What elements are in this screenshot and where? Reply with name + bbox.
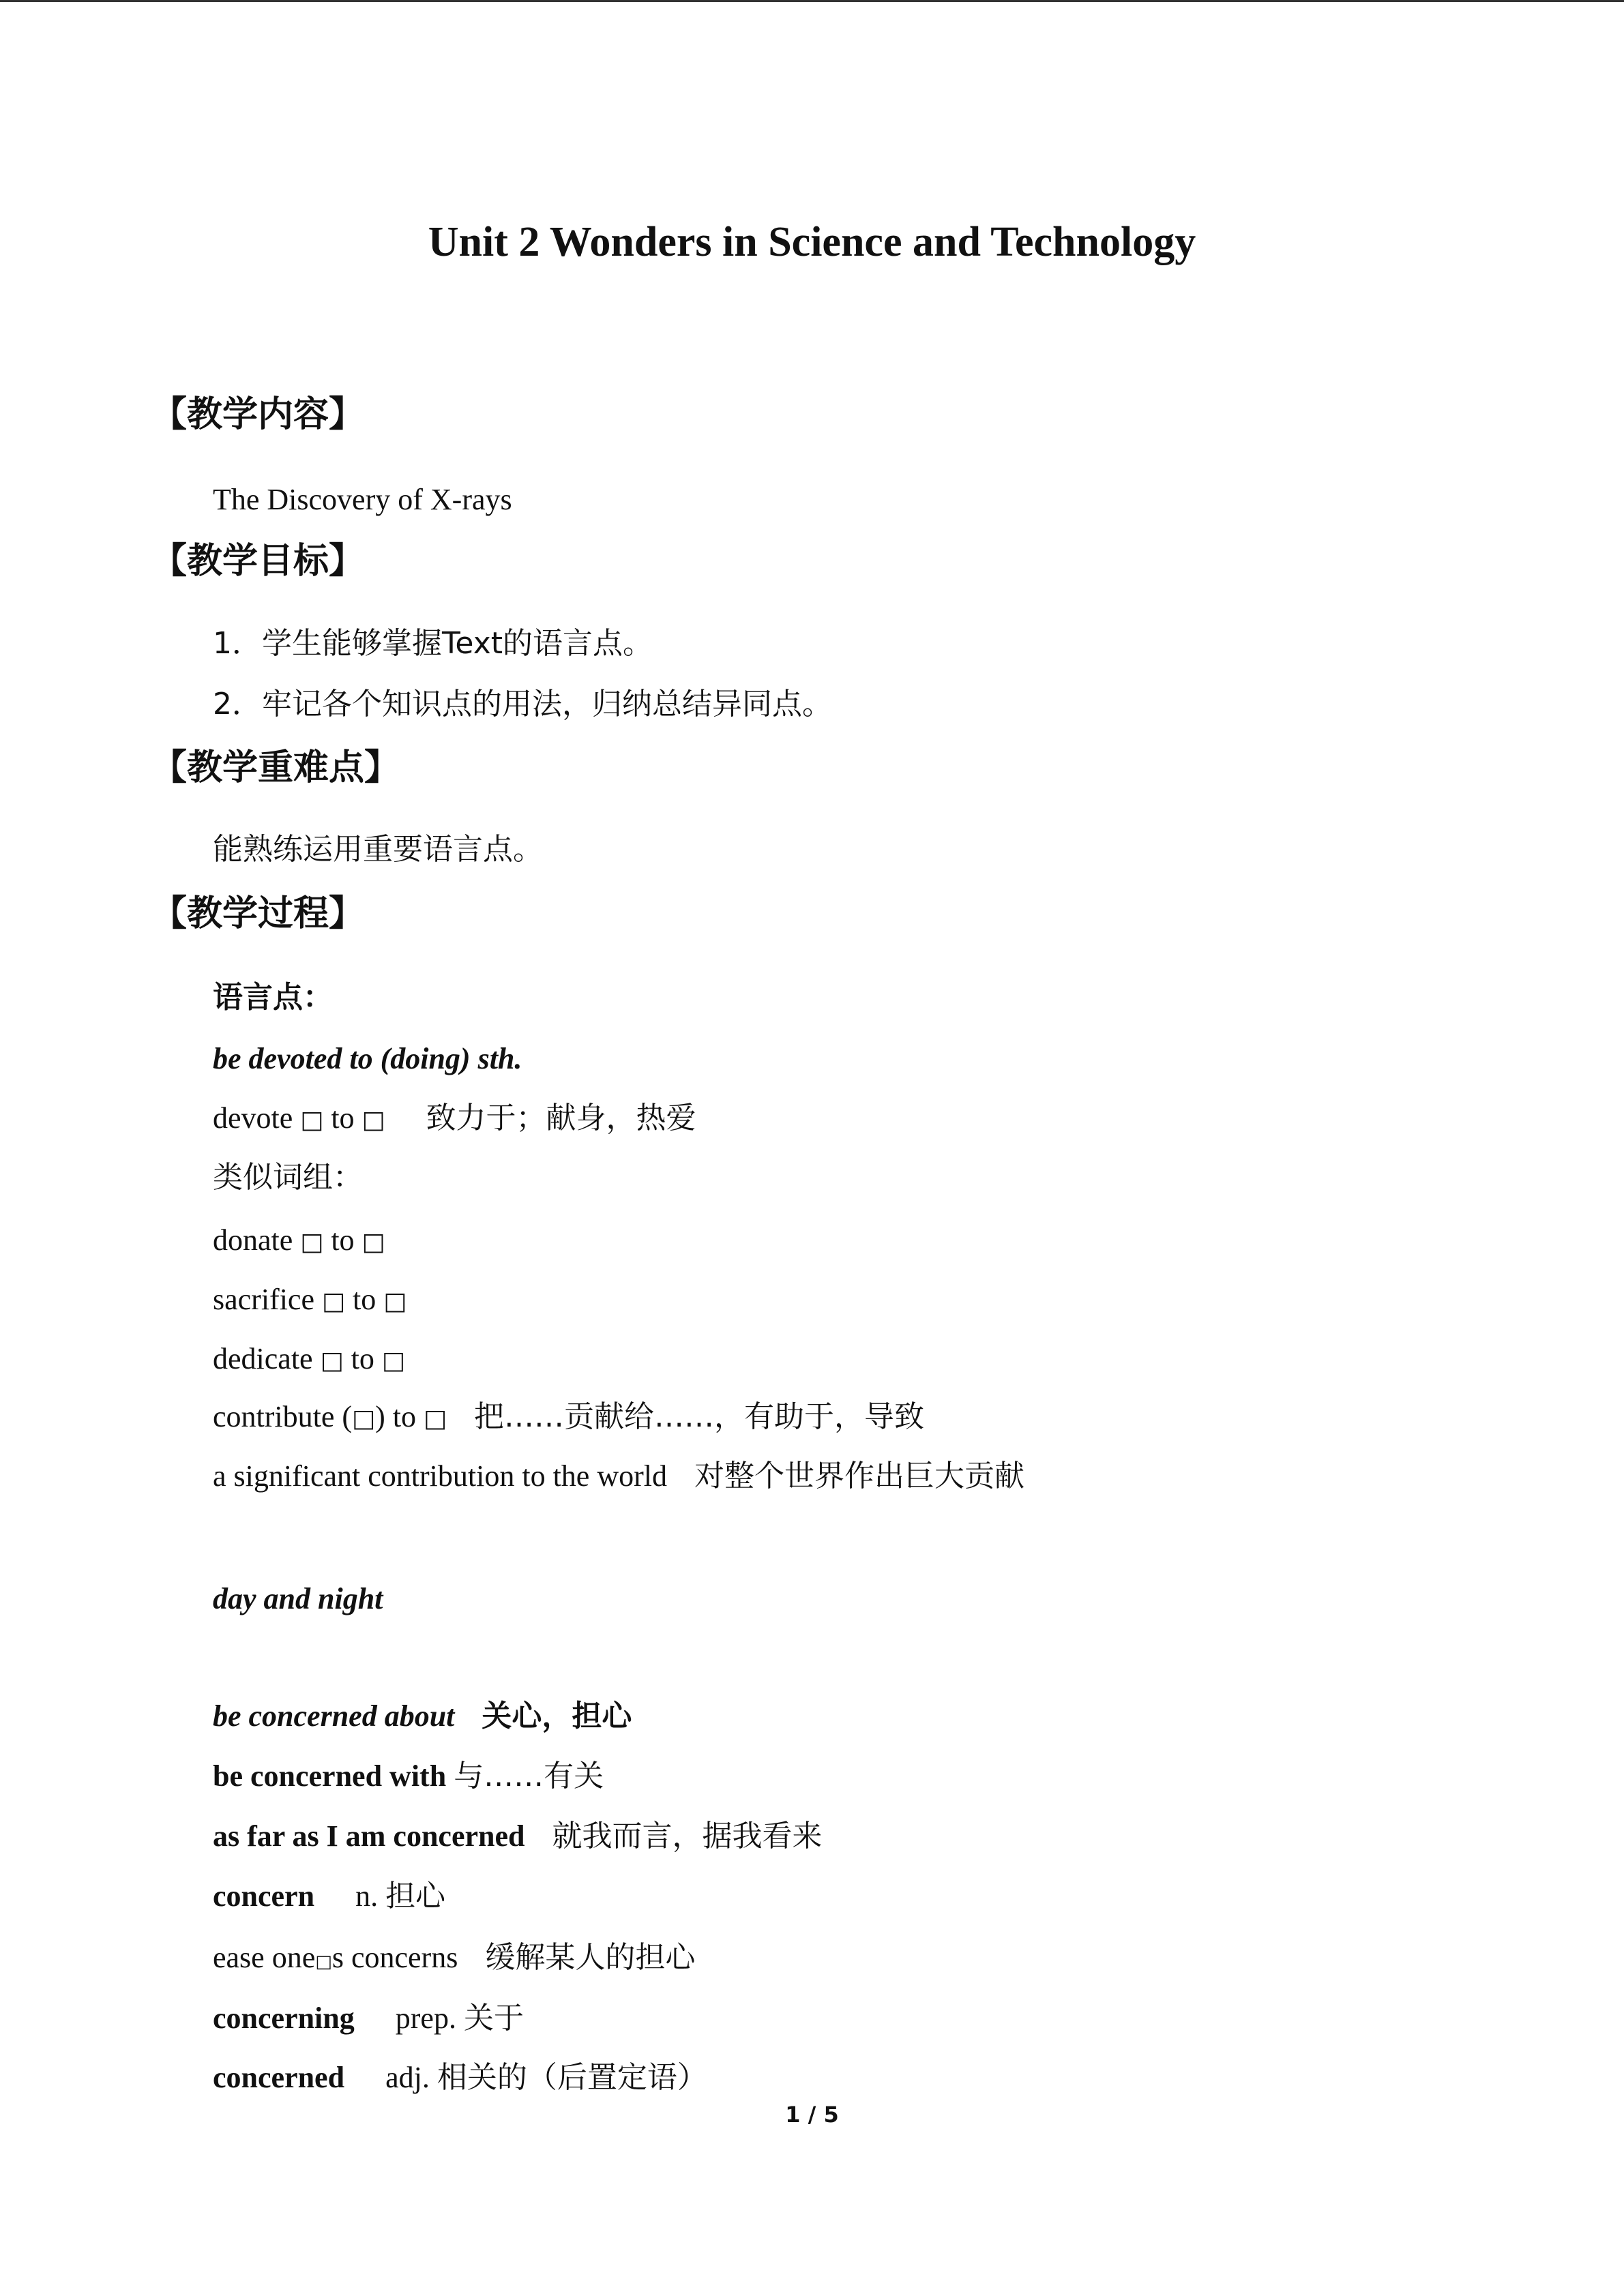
as-far-as-line — [213, 1816, 822, 1857]
similar-word: donate — [213, 1223, 293, 1257]
similar-word: sacrifice — [213, 1283, 314, 1316]
concerned-with-en: be concerned with — [213, 1759, 447, 1793]
content-text: The Discovery of X-rays — [213, 483, 512, 516]
similar-to: to — [331, 1223, 355, 1257]
as-far-as-en: as far as I am concerned — [213, 1819, 525, 1853]
contribution-en: a significant contribution to the world — [213, 1459, 667, 1493]
concerned-line — [213, 2057, 707, 2098]
concern-cn: 担心 — [385, 1879, 446, 1913]
blank-box: □ — [383, 1287, 407, 1315]
devote-meaning: 致力于；献身，热爱 — [426, 1101, 696, 1135]
blank-box: □ — [322, 1287, 346, 1315]
apostrophe-mark: □ — [315, 1952, 332, 1972]
ease-cn: 缓解某人的担心 — [485, 1940, 696, 1975]
contribute-to: ) to — [375, 1400, 416, 1433]
blank-box: □ — [423, 1405, 447, 1433]
page-number: 1 / 5 — [785, 2102, 839, 2128]
concerned-about-cn: 关心，担心 — [482, 1699, 632, 1733]
concerned-about-en: be concerned about — [213, 1699, 455, 1733]
concerned-pos: adj. — [385, 2061, 430, 2094]
devote-word: devote — [213, 1101, 293, 1135]
concerning-en: concerning — [213, 2001, 355, 2035]
concern-en: concern — [213, 1879, 315, 1913]
contribute-line — [213, 1397, 924, 1440]
similar-donate-line — [213, 1220, 385, 1263]
concerned-with-cn: 与……有关 — [454, 1759, 604, 1793]
devote-line — [213, 1098, 696, 1141]
phrase-day-and-night: day and night — [213, 1582, 383, 1615]
blank-box: □ — [361, 1228, 385, 1256]
similar-sacrifice-line — [213, 1279, 407, 1322]
devote-to: to — [331, 1101, 355, 1135]
phrase-be-devoted-to: be devoted to (doing) sth. — [213, 1042, 522, 1075]
section-heading-content: 【教学内容】 — [151, 394, 365, 435]
ease-en-b: s concerns — [331, 1941, 458, 1974]
concerning-cn: 关于 — [463, 2001, 524, 2036]
contribute-word: contribute ( — [213, 1400, 353, 1433]
ease-en-a: ease one — [213, 1941, 316, 1974]
concern-line — [213, 1876, 445, 1917]
blank-box: □ — [352, 1405, 376, 1433]
concerned-about-line — [213, 1696, 632, 1737]
blank-box: □ — [361, 1106, 385, 1134]
similar-to: to — [351, 1342, 374, 1375]
as-far-as-cn: 就我而言，据我看来 — [552, 1819, 823, 1853]
blank-box: □ — [320, 1347, 344, 1375]
blank-box: □ — [300, 1106, 324, 1134]
contribute-meaning: 把……贡献给……，有助于，导致 — [473, 1399, 924, 1434]
blank-box: □ — [300, 1228, 324, 1256]
section-heading-goals: 【教学目标】 — [151, 541, 365, 582]
goal-item-2: 2．牢记各个知识点的用法，归纳总结异同点。 — [213, 687, 832, 721]
concerned-en: concerned — [213, 2061, 345, 2094]
goal-item-1: 1．学生能够掌握Text的语言点。 — [213, 626, 653, 661]
contribution-line — [213, 1456, 1024, 1497]
language-points-label: 语言点： — [213, 980, 333, 1015]
concerned-with-line — [213, 1756, 604, 1797]
key-points-text: 能熟练运用重要语言点。 — [213, 832, 543, 867]
concerning-line — [213, 1998, 524, 2039]
contribution-cn: 对整个世界作出巨大贡献 — [694, 1459, 1024, 1493]
concerned-cn: 相关的（后置定语） — [437, 2060, 707, 2095]
similar-to: to — [353, 1283, 377, 1316]
section-heading-process: 【教学过程】 — [151, 893, 365, 934]
section-heading-key-points: 【教学重难点】 — [151, 747, 400, 788]
blank-box: □ — [381, 1347, 405, 1375]
concerning-pos: prep. — [395, 2001, 456, 2035]
concern-pos: n. — [355, 1879, 379, 1913]
document-title: Unit 2 Wonders in Science and Technology — [428, 219, 1196, 265]
ease-concerns-line — [213, 1937, 695, 1982]
similar-label: 类似词组： — [213, 1160, 363, 1195]
similar-dedicate-line — [213, 1339, 405, 1382]
similar-word: dedicate — [213, 1342, 313, 1375]
